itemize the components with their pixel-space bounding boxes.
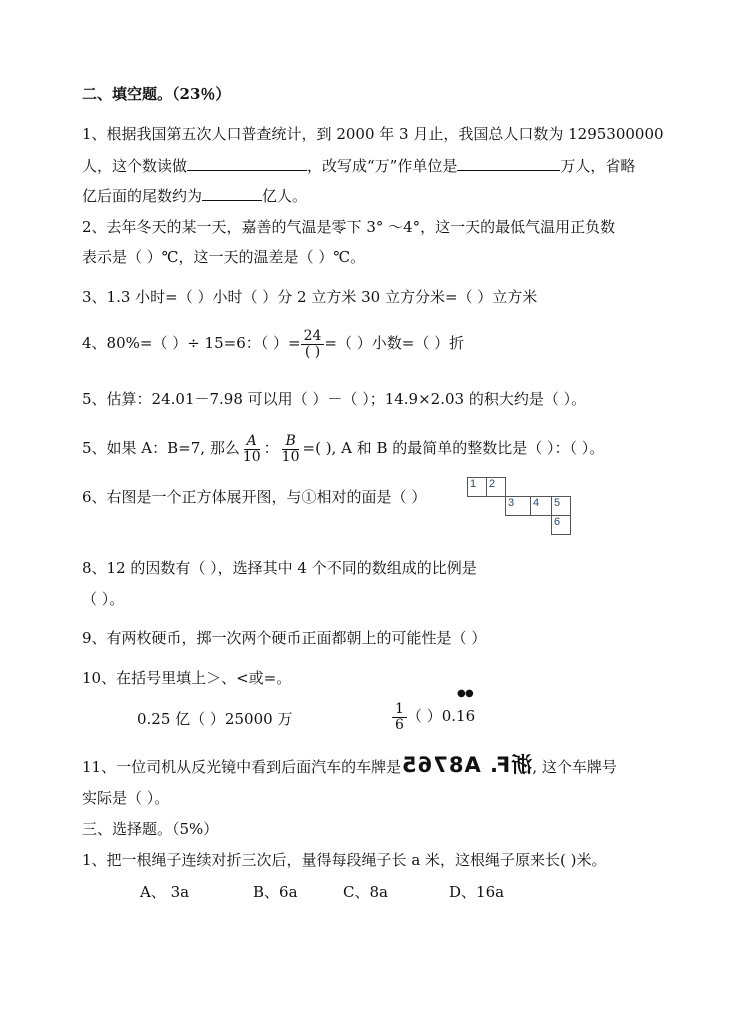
q1-line1: 1、根据我国第五次人口普查统计，到 2000 年 3 月止，我国总人口数为 1295300000 — [82, 125, 664, 143]
q10-fraction — [392, 702, 407, 733]
q4-post: =（ ）小数=（ ）折 — [324, 334, 465, 352]
net-cell-4: 4 — [530, 496, 552, 516]
net-cell-1: 1 — [467, 477, 487, 497]
blank-read[interactable] — [187, 155, 307, 171]
q1-line3-text-b: 亿人。 — [262, 187, 308, 205]
repeat-dot-2: ● — [465, 688, 474, 699]
net-cell-2: 2 — [486, 477, 506, 497]
c1-line: 1、把一根绳子连续对折三次后，量得每段绳子长 a 米，这根绳子原来长( )米。 — [82, 851, 607, 869]
q10-repeating-decimal — [456, 688, 476, 734]
q1-line2-text-c: 万人，省略 — [560, 157, 636, 175]
q10-fraction-den: 6 — [395, 716, 404, 733]
q1-line3 — [82, 185, 307, 206]
cube-net-figure — [467, 477, 577, 547]
blank-yi[interactable] — [202, 185, 262, 201]
q1-line2 — [82, 155, 635, 176]
q10-line: 10、在括号里填上＞、<或=。 — [82, 669, 292, 687]
q11-line2: 实际是（ ）。 — [82, 789, 170, 807]
q5b-fb-den: 10 — [281, 448, 300, 465]
q10-compare-a: 0.25 亿（ ）25000 万 — [137, 710, 293, 728]
q2-line1: 2、去年冬天的某一天，嘉善的气温是零下 3° ～4°，这一天的最低气温用正负数 — [82, 218, 616, 236]
q5b-fa-num: A — [244, 434, 260, 450]
q4-line — [82, 324, 464, 362]
q1-line2-text-a: 人，这个数读做 — [82, 157, 188, 175]
q5b-pre: 5、如果 A：B=7, 那么 — [82, 439, 240, 457]
q5b-line — [82, 428, 604, 468]
net-filler — [505, 477, 506, 496]
c1-option-a[interactable]: A、 3a — [140, 883, 190, 901]
q5b-fraction-b — [279, 434, 303, 465]
c1-option-b[interactable]: B、6a — [253, 883, 298, 901]
net-cell-6: 6 — [551, 515, 571, 535]
q4-fraction-den: ( ) — [304, 343, 321, 360]
q1-line2-text-b: ，改写成“万”作单位是 — [307, 157, 458, 175]
q9-line: 9、有两枚硬币，掷一次两个硬币正面都朝上的可能性是（ ） — [82, 629, 487, 647]
q5b-colon: ： — [263, 439, 279, 457]
blank-wan[interactable] — [457, 155, 560, 171]
q11-post: , 这个车牌号 — [532, 758, 617, 776]
q5b-fraction-a — [240, 434, 264, 465]
net-cell-5: 5 — [551, 496, 571, 516]
q11-pre: 11、一位司机从反光镜中看到后面汽车的车牌是 — [82, 758, 402, 776]
q10-compare-b — [392, 688, 476, 734]
q8-line1: 8、12 的因数有（ ），选择其中 4 个不同的数组成的比例是 — [82, 559, 477, 577]
net-cell-3: 3 — [505, 496, 531, 516]
q8-line2: （ ）。 — [82, 590, 125, 608]
section3-heading: 三、选择题。（5%） — [82, 820, 219, 838]
q2-line2: 表示是（ ）℃，这一天的温差是（ ）℃。 — [82, 248, 366, 266]
q10-digit-2: 6 — [465, 707, 476, 725]
q10-digit-1: 1 — [456, 707, 466, 725]
q5b-fb-num: B — [282, 434, 298, 450]
q11-line1 — [82, 752, 617, 780]
q6-line: 6、右图是一个正方体展开图，与①相对的面是（ ） — [82, 488, 427, 506]
q1-line3-text-a: 亿后面的尾数约为 — [82, 187, 203, 205]
q3-line: 3、1.3 小时=（ ）小时（ ）分 2 立方米 30 立方分米=（ ）立方米 — [82, 288, 538, 306]
q5b-post: =( ), A 和 B 的最简单的整数比是（ ）：（ ）。 — [302, 439, 605, 457]
q4-fraction-num: 24 — [301, 329, 325, 345]
repeat-dot-1: ● — [457, 688, 466, 699]
c1-option-c[interactable]: C、8a — [343, 883, 388, 901]
q10-compare-mid: （ ）0. — [406, 707, 457, 725]
c1-option-d[interactable]: D、16a — [449, 883, 505, 901]
q10-fraction-num: 1 — [392, 702, 407, 718]
q4-pre: 4、80%=（ ）÷ 15=6：（ ）= — [82, 334, 301, 352]
q5b-fa-den: 10 — [242, 448, 261, 465]
mirrored-plate: 浙F. A8765 — [401, 753, 533, 777]
q5a-line: 5、估算：24.01－7.98 可以用（ ）－（ ）；14.9×2.03 的积大约是（ ）。 — [82, 390, 587, 408]
q4-fraction — [301, 329, 325, 360]
section2-heading: 二、填空题。（23％） — [82, 85, 231, 103]
